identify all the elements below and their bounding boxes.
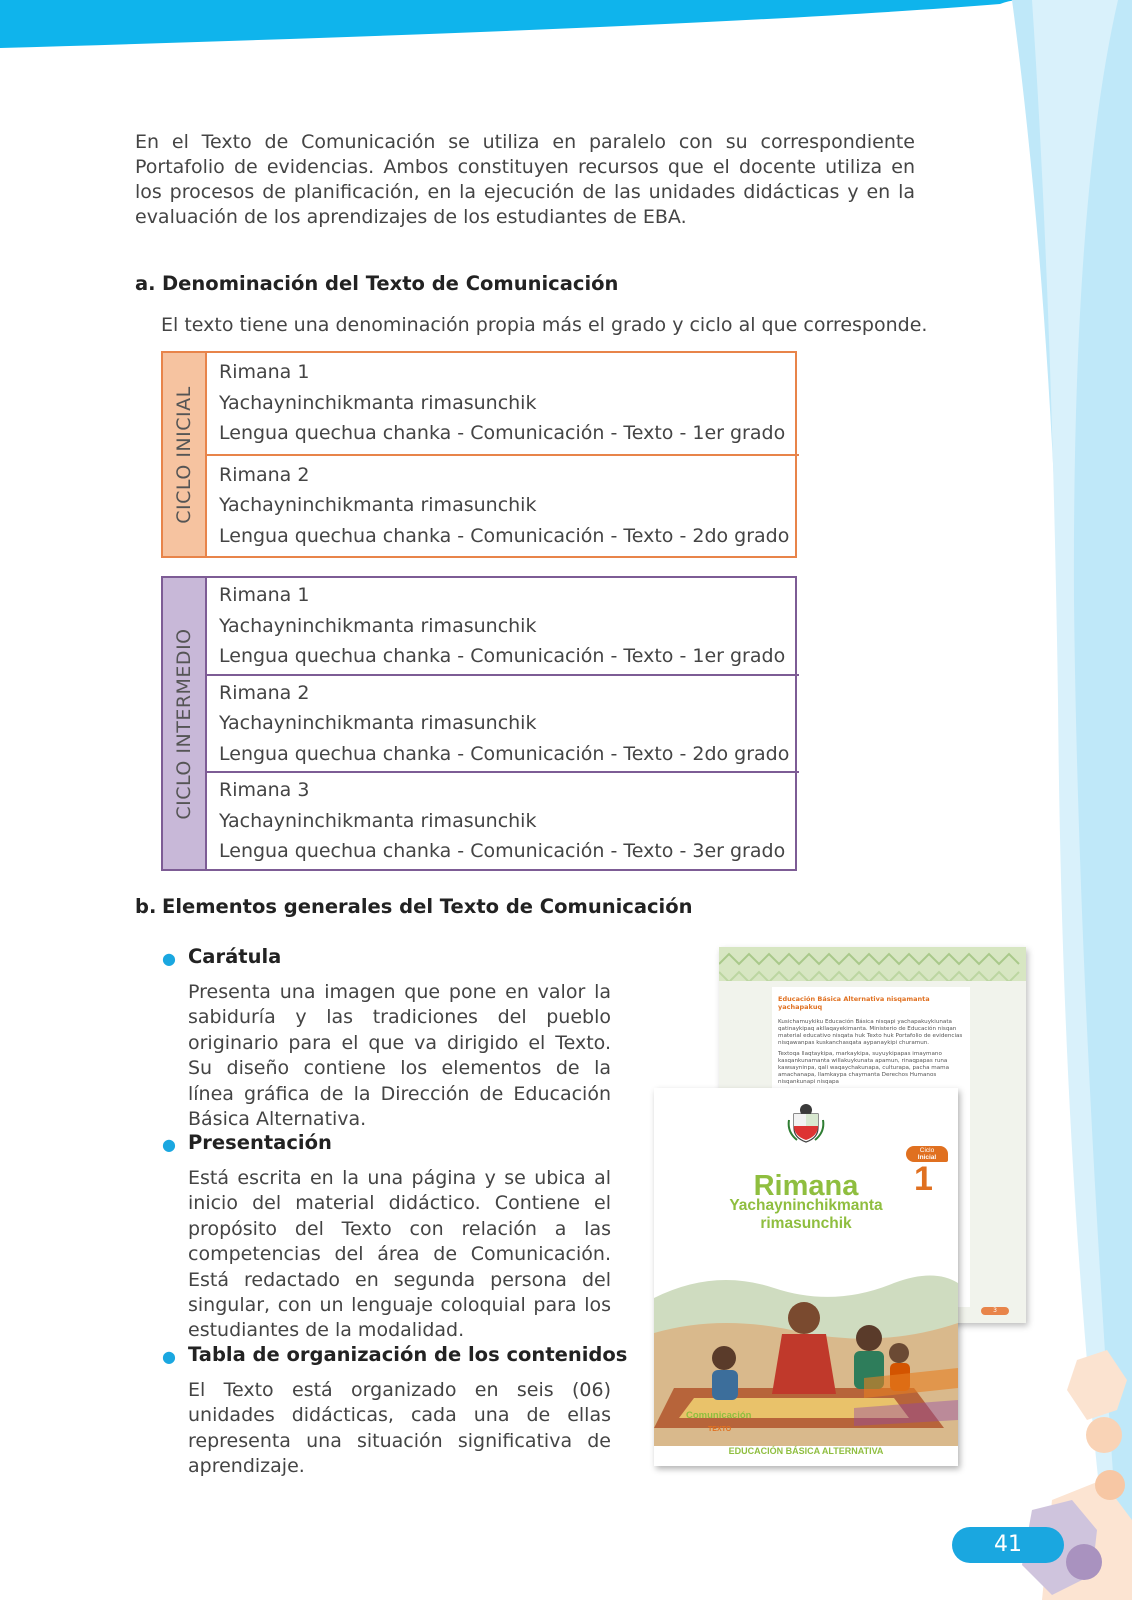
section-b-title: Elementos generales del Texto de Comunicación bbox=[162, 895, 693, 918]
row-detail: Lengua quechua chanka - Comunicación - Texto - 3er grado bbox=[219, 840, 786, 863]
section-a-title: Denominación del Texto de Comunicación bbox=[162, 272, 619, 295]
section-b-marker: b. bbox=[135, 895, 157, 918]
row-name: Rimana 2 bbox=[219, 681, 310, 704]
row-detail: Lengua quechua chanka - Comunicación - Texto - 2do grado bbox=[219, 742, 790, 765]
intro-paragraph: En el Texto de Comunicación se utiliza en paralelo con su correspondiente Portafolio de evidencias. Ambos constituyen recursos que el docente utiliza en los procesos de planificación, en la ejecución de las unidades didácticas y en la evaluación de los aprendizajes de los estudiantes de EBA. bbox=[135, 131, 915, 228]
ciclo-intermedio-label: CICLO INTERMEDIO bbox=[173, 627, 195, 820]
cover-footer: EDUCACIÓN BÁSICA ALTERNATIVA bbox=[728, 1446, 884, 1456]
row-subtitle: Yachayninchikmanta rimasunchik bbox=[219, 391, 537, 414]
table-row bbox=[207, 353, 799, 454]
bullet-title-tabla: Tabla de organización de los contenidos bbox=[188, 1343, 628, 1366]
ciclo-intermedio-table bbox=[161, 576, 797, 871]
pattern-band bbox=[719, 947, 1026, 981]
table-row bbox=[207, 771, 799, 869]
top-blue-band bbox=[0, 0, 1132, 60]
cycle-badge bbox=[904, 1146, 956, 1206]
presentation-paragraph: Kusichamuykiku Educación Básica nisqapi yachapakuykiunata qatinaykipaq akllaqayekimanta. Ministerio de Educación nisqan material educativo nisqata huk Texto huk Portafolio de evidencias nisqawanpas kuskanchasqata aypanaykipi churamun. bbox=[778, 1019, 963, 1046]
row-detail: Lengua quechua chanka - Comunicación - Texto - 1er grado bbox=[219, 422, 786, 444]
presentation-page-tab: 3 bbox=[981, 1307, 1009, 1315]
row-subtitle: Yachayninchikmanta rimasunchik bbox=[219, 809, 537, 832]
bullet-icon: ● bbox=[162, 949, 176, 968]
ciclo-intermedio-side bbox=[163, 578, 207, 869]
bullet-text-caratula: Presenta una imagen que pone en valor la sabiduría y las tradiciones del pueblo originario para el que va dirigido el Texto. Su diseño contiene los elementos de la línea gráfica de la Dirección de Educación Básica Alternativa. bbox=[188, 981, 611, 1131]
presentation-paragraph: Textoqa llaqtaykipa, markaykipa, suyuykipapas imaymano kasqankunamanta willakuykunata apamun, rinaqpapas runa kawsayninpa, qali waqaychakunapa, culturapa, pacha mama amachanapa, llamkaypa chaymanta Derechos Humanos nisqankunapi nisqapa bbox=[778, 1051, 950, 1085]
bullet-title-caratula: Carátula bbox=[188, 945, 282, 968]
ciclo-inicial-table bbox=[161, 351, 797, 558]
coat-of-arms-icon bbox=[787, 1100, 825, 1144]
table-row bbox=[207, 674, 799, 772]
section-a-lead: El texto tiene una denominación propia más el grado y ciclo al que corresponde. bbox=[161, 314, 928, 336]
bullet-text-tabla: El Texto está organizado en seis (06) unidades didácticas, cada una de ellas representa una situación significativa de aprendizaje. bbox=[188, 1379, 611, 1478]
bullet-icon: ● bbox=[162, 1135, 176, 1154]
bullet-text-presentacion: Está escrita en la una página y se ubica al inicio del material didáctico. Contiene el propósito del Texto con relación a las competencias del área de Comunicación. Está redactado en segunda persona del singular, con un lenguaje coloquial para los estudiantes de la modalidad. bbox=[188, 1167, 611, 1342]
row-name: Rimana 1 bbox=[219, 361, 310, 383]
section-a-heading bbox=[135, 272, 618, 295]
cover-title: Rimana bbox=[753, 1170, 859, 1202]
ciclo-inicial-side bbox=[163, 353, 207, 556]
page-number: 41 bbox=[952, 1527, 1064, 1563]
badge-line2: Inicial bbox=[917, 1154, 937, 1161]
bullet-title-presentacion: Presentación bbox=[188, 1131, 332, 1154]
cover-subtitle: Yachayninchikmanta rimasunchik bbox=[729, 1197, 883, 1232]
row-subtitle: Yachayninchikmanta rimasunchik bbox=[219, 494, 537, 516]
section-a-marker: a. bbox=[135, 272, 156, 295]
badge-line1: Ciclo bbox=[919, 1147, 935, 1154]
row-detail: Lengua quechua chanka - Comunicación - Texto - 1er grado bbox=[219, 645, 786, 667]
cover-type-label: TEXTO bbox=[708, 1426, 732, 1433]
row-name: Rimana 3 bbox=[219, 779, 310, 802]
bullet-icon: ● bbox=[162, 1347, 176, 1366]
table-row bbox=[207, 454, 799, 557]
section-b-heading bbox=[135, 895, 693, 918]
cycle-badge-number: 1 bbox=[914, 1160, 933, 1198]
row-subtitle: Yachayninchikmanta rimasunchik bbox=[219, 614, 537, 637]
book-cover-image bbox=[654, 1088, 958, 1466]
row-detail: Lengua quechua chanka - Comunicación - Texto - 2do grado bbox=[219, 524, 790, 547]
presentation-heading: Educación Básica Alternativa nisqamanta yachapakuq bbox=[778, 995, 930, 1011]
cover-area-label: Comunicación bbox=[686, 1410, 752, 1421]
row-name: Rimana 2 bbox=[219, 463, 310, 486]
table-row bbox=[207, 578, 799, 674]
row-name: Rimana 1 bbox=[219, 584, 310, 606]
row-subtitle: Yachayninchikmanta rimasunchik bbox=[219, 712, 537, 735]
ciclo-inicial-label: CICLO INICIAL bbox=[173, 385, 195, 524]
